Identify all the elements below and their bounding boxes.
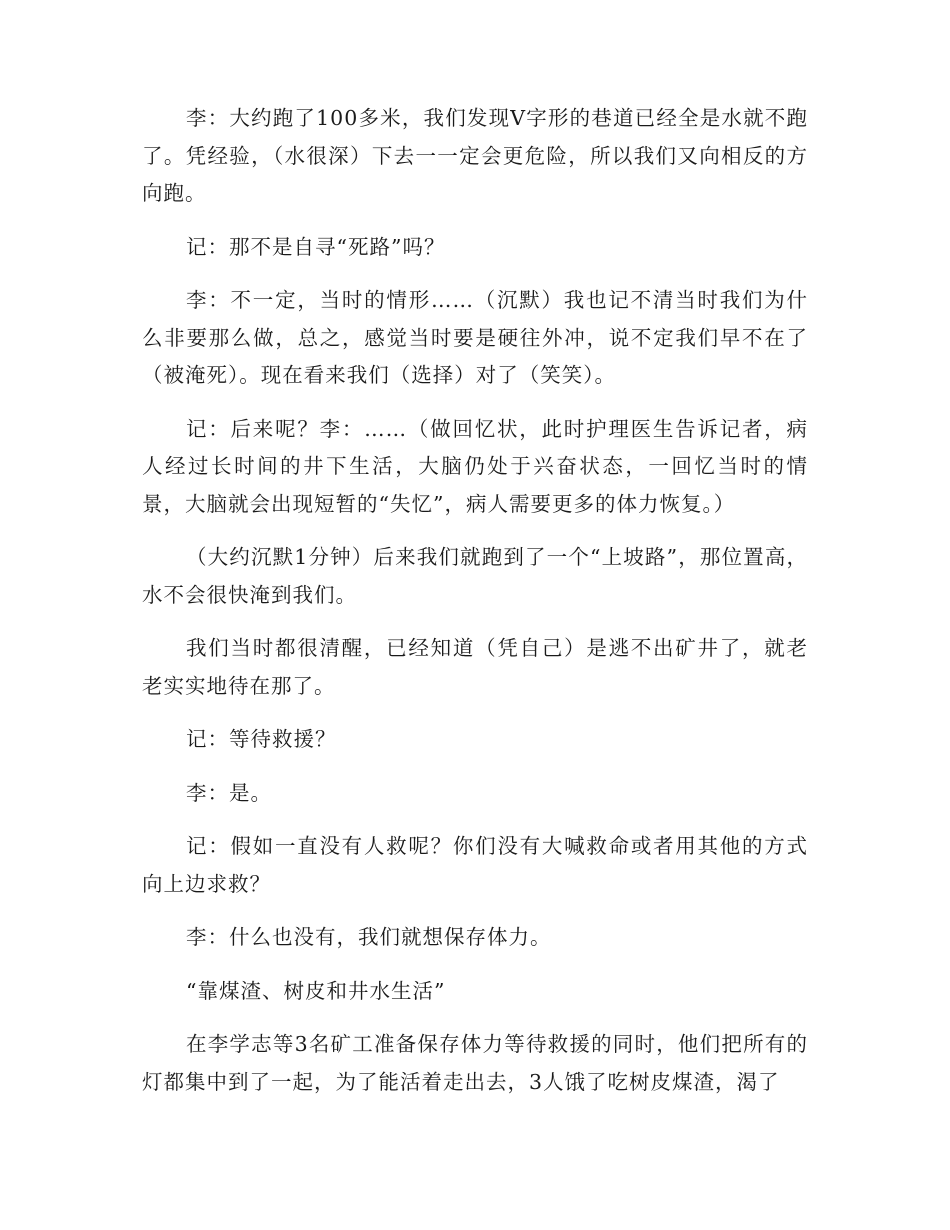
- paragraph: （大约沉默1分钟）后来我们就跑到了一个“上坡路”，那位置高，水不会很快淹到我们。: [142, 545, 808, 607]
- paragraph: 李：大约跑了100多米，我们发现V字形的巷道已经全是水就不跑了。凭经验，（水很深）下去一一定会更危险，所以我们又向相反的方向跑。: [142, 106, 808, 205]
- paragraph: 记：假如一直没有人救呢？你们没有大喊救命或者用其他的方式向上边求救？: [142, 834, 808, 896]
- document-page: [142, 100, 808, 1117]
- paragraph: 我们当时都很清醒，已经知道（凭自己）是逃不出矿井了，就老老实实地待在那了。: [142, 636, 808, 698]
- paragraph: 记：那不是自寻“死路”吗？: [186, 234, 446, 259]
- paragraph: 记：后来呢？李：……（做回忆状，此时护理医生告诉记者，病人经过长时间的井下生活，大脑仍处于兴奋状态，一回忆当时的情景，大脑就会出现短暂的“失忆”，病人需要更多的体力恢复。）: [142, 416, 808, 516]
- section-heading: “靠煤渣、树皮和井水生活”: [186, 978, 446, 1003]
- paragraph: 在李学志等3名矿工准备保存体力等待救援的同时，他们把所有的灯都集中到了一起，为了能活着走出去，3人饿了吃树皮煤渣，渴了: [142, 1032, 808, 1094]
- paragraph: 李：不一定，当时的情形……（沉默）我也记不清当时我们为什么非要那么做，总之，感觉当时要是硬往外冲，说不定我们早不在了（被淹死）。现在看来我们（选择）对了（笑笑）。: [142, 288, 808, 387]
- paragraph: 记：等待救援？: [186, 727, 337, 751]
- paragraph: 李：什么也没有，我们就想保存体力。: [186, 925, 552, 949]
- paragraph: 李：是。: [186, 780, 272, 805]
